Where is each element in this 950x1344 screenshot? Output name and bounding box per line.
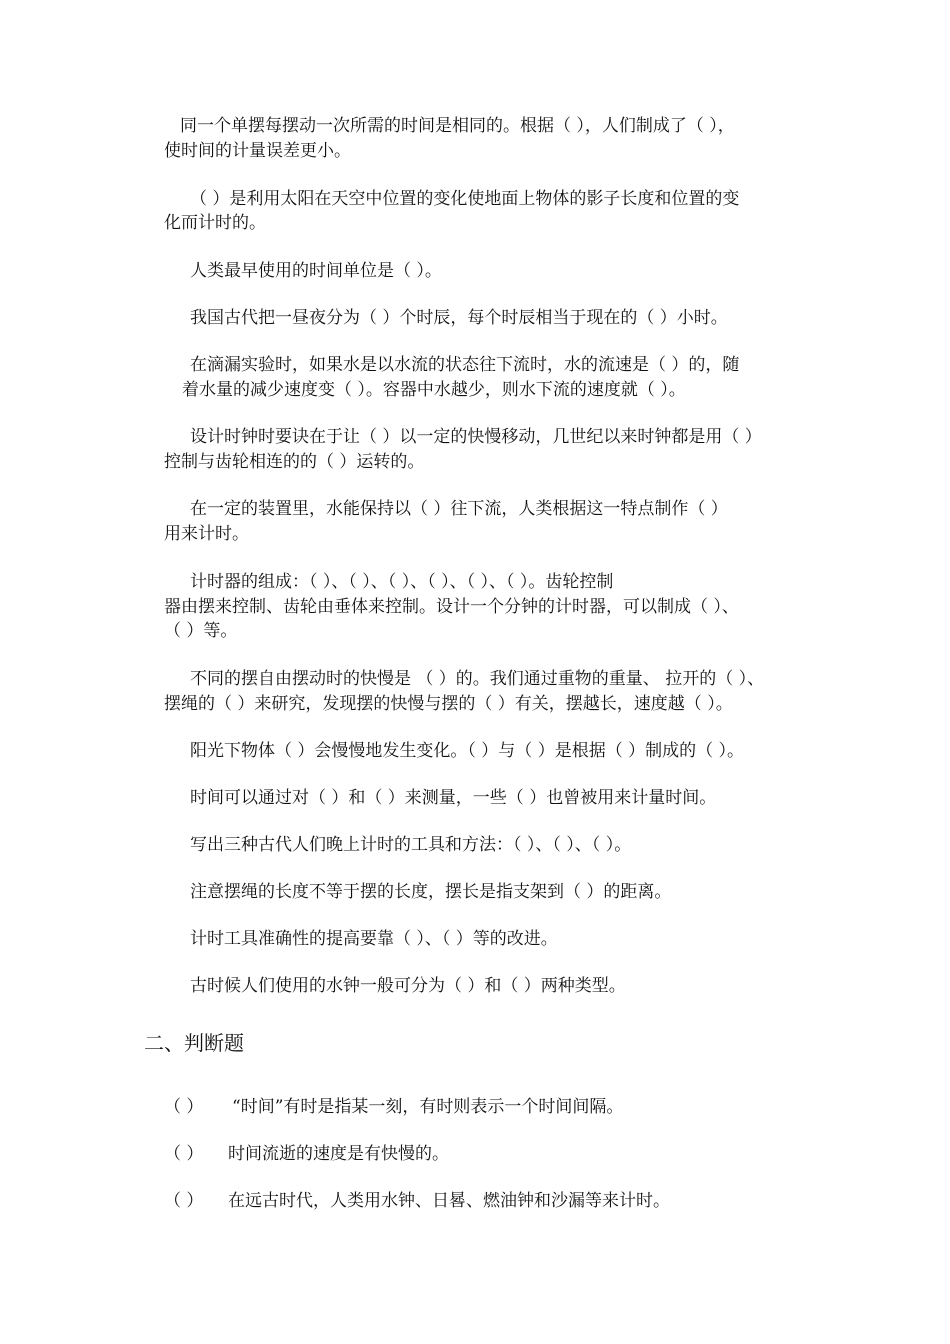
question-5-line-2: 着水量的减少速度变（ ）。容器中水越少，则水下流的速度就（ ）。 xyxy=(182,380,686,400)
question-8-line-1: 计时器的组成：（ ）、（ ）、（ ）、（ ）、（ ）、（ ）。齿轮控制 xyxy=(190,572,614,592)
question-8-line-2: 器由摆来控制、齿轮由垂体来控制。设计一个分钟的计时器，可以制成（ ）、 xyxy=(164,597,739,617)
question-2-line-2: 化而计时的。 xyxy=(164,213,266,233)
question-6-line-1: 设计时钟时要诀在于让（ ）以一定的快慢移动，几世纪以来时钟都是用（ ） xyxy=(190,427,762,447)
question-5-line-1: 在滴漏实验时，如果水是以水流的状态往下流时，水的流速是（ ）的，随 xyxy=(190,355,740,375)
question-7-line-1: 在一定的装置里，水能保持以（ ）往下流，人类根据这一特点制作（ ） xyxy=(190,499,728,519)
question-13-line-1: 注意摆绳的长度不等于摆的长度，摆长是指支架到（ ）的距离。 xyxy=(190,882,672,902)
true-false-item-1 xyxy=(164,1097,623,1117)
statement-text: 时间流逝的速度是有快慢的。 xyxy=(228,1144,449,1164)
question-2-line-1: （ ）是利用太阳在天空中位置的变化使地面上物体的影子长度和位置的变 xyxy=(190,189,740,209)
question-1-line-1: 同一个单摆每摆动一次所需的时间是相同的。根据（ ），人们制成了（ ）， xyxy=(180,116,735,136)
section-2-title: 二、判断题 xyxy=(144,1031,244,1055)
question-1-line-2: 使时间的计量误差更小。 xyxy=(164,141,351,161)
question-12-line-1: 写出三种古代人们晚上计时的工具和方法：（ ）、（ ）、（ ）。 xyxy=(190,835,632,855)
question-7-line-2: 用来计时。 xyxy=(164,524,249,544)
answer-blank: （ ） xyxy=(164,1191,204,1211)
question-11-line-1: 时间可以通过对（ ）和（ ）来测量，一些（ ）也曾被用来计量时间。 xyxy=(190,788,717,808)
question-3-line-1: 人类最早使用的时间单位是（ ）。 xyxy=(190,261,442,281)
question-9-line-1: 不同的摆自由摆动时的快慢是 （ ）的。我们通过重物的重量、 拉开的（ ）、 xyxy=(190,669,765,689)
question-4-line-1: 我国古代把一昼夜分为（ ）个时辰，每个时辰相当于现在的（ ）小时。 xyxy=(190,308,728,328)
answer-blank: （ ） xyxy=(164,1144,204,1164)
question-6-line-2: 控制与齿轮相连的的（ ）运转的。 xyxy=(164,452,425,472)
question-10-line-1: 阳光下物体（ ）会慢慢地发生变化。（ ）与（ ）是根据（ ）制成的（ ）。 xyxy=(190,741,745,761)
true-false-item-2 xyxy=(164,1144,449,1164)
true-false-item-3 xyxy=(164,1191,670,1211)
question-8-line-3: （ ）等。 xyxy=(164,621,238,641)
question-15-line-1: 古时候人们使用的水钟一般可分为（ ）和（ ）两种类型。 xyxy=(190,976,626,996)
statement-text: “时间”有时是指某一刻，有时则表示一个时间间隔。 xyxy=(232,1097,624,1117)
answer-blank: （ ） xyxy=(164,1097,204,1117)
question-9-line-2: 摆绳的（ ）来研究，发现摆的快慢与摆的（ ）有关，摆越长，速度越（ ）。 xyxy=(164,694,733,714)
statement-text: 在远古时代，人类用水钟、日晷、燃油钟和沙漏等来计时。 xyxy=(228,1191,670,1211)
question-14-line-1: 计时工具准确性的提高要靠（ ）、（ ）等的改进。 xyxy=(190,929,558,949)
